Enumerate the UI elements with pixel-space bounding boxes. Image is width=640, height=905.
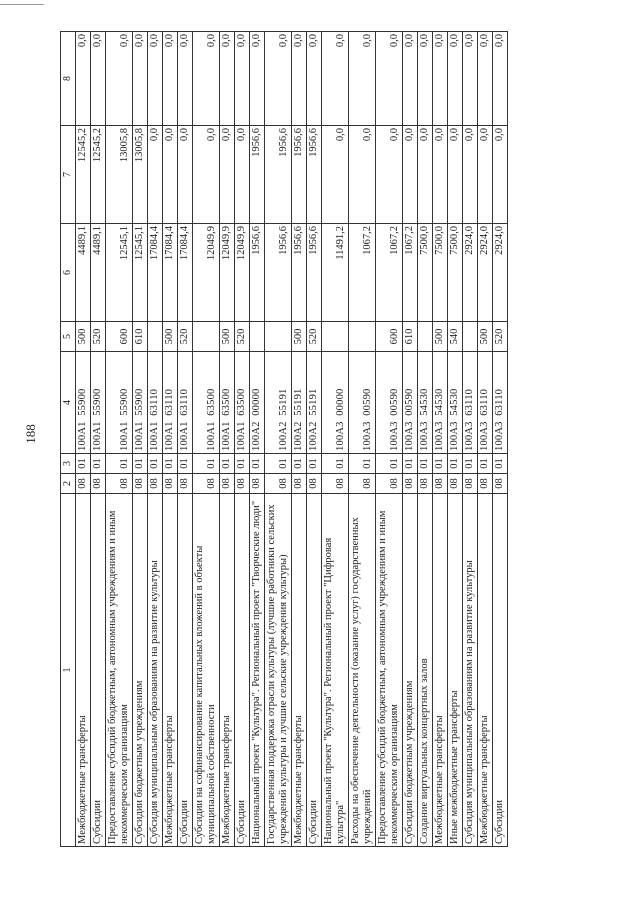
header-cell: 5 [61, 322, 76, 352]
target-article-cell: 100A1 63500 [193, 352, 220, 454]
amount-col8-cell: 0,0 [307, 32, 322, 126]
header-cell: 4 [61, 352, 76, 454]
section-code-cell: 08 [163, 474, 178, 494]
amount-col7-cell: 0,0 [220, 126, 235, 224]
section-code-cell: 08 [106, 474, 133, 494]
row-name-cell: Межбюджетные трансферты [292, 494, 307, 847]
amount-col7-cell: 1956,6 [250, 126, 265, 224]
amount-col6-cell: 1956,6 [292, 224, 307, 322]
amount-col6-cell: 1956,6 [250, 224, 265, 322]
subsection-code-cell: 01 [292, 454, 307, 474]
expense-type-cell: 600 [106, 322, 133, 352]
table-body [76, 32, 508, 847]
page-number: 188 [23, 424, 38, 444]
section-code-cell: 08 [403, 474, 418, 494]
header-cell: 3 [61, 454, 76, 474]
expense-type-cell: 610 [133, 322, 148, 352]
amount-col8-cell: 0,0 [463, 32, 478, 126]
amount-col6-cell: 1956,6 [307, 224, 322, 322]
amount-col8-cell: 0,0 [193, 32, 220, 126]
table-row [265, 32, 292, 847]
amount-col7-cell: 12545,2 [91, 126, 106, 224]
amount-col8-cell: 0,0 [178, 32, 193, 126]
row-name-cell: Иные межбюджетные трансферты [448, 494, 463, 847]
section-code-cell: 08 [418, 474, 433, 494]
row-name-cell: Межбюджетные трансферты [163, 494, 178, 847]
amount-col7-cell: 0,0 [418, 126, 433, 224]
amount-col7-cell: 0,0 [235, 126, 250, 224]
target-article-cell: 100A2 55191 [292, 352, 307, 454]
section-code-cell: 08 [193, 474, 220, 494]
target-article-cell: 100A1 55900 [91, 352, 106, 454]
amount-col8-cell: 0,0 [322, 32, 349, 126]
amount-col8-cell: 0,0 [418, 32, 433, 126]
amount-col7-cell: 0,0 [493, 126, 508, 224]
amount-col6-cell: 17084,4 [178, 224, 193, 322]
subsection-code-cell: 01 [220, 454, 235, 474]
table-row [220, 32, 235, 847]
expense-type-cell [265, 322, 292, 352]
amount-col6-cell: 1067,2 [376, 224, 403, 322]
row-name-cell: Субсидия муниципальным образованиям на развитие культуры [463, 494, 478, 847]
table-row [91, 32, 106, 847]
subsection-code-cell: 01 [478, 454, 493, 474]
amount-col7-cell: 1956,6 [292, 126, 307, 224]
row-name-cell: Государственная поддержка отрасли культуры (лучшие работники сельских учреждений культуры и лучшие сельские учреждения культуры) [265, 494, 292, 847]
amount-col6-cell: 1067,2 [349, 224, 376, 322]
section-code-cell: 08 [178, 474, 193, 494]
amount-col7-cell: 0,0 [163, 126, 178, 224]
header-row [61, 32, 76, 847]
amount-col8-cell: 0,0 [478, 32, 493, 126]
expense-type-cell: 520 [307, 322, 322, 352]
section-code-cell: 08 [133, 474, 148, 494]
section-code-cell: 08 [76, 474, 91, 494]
section-code-cell: 08 [91, 474, 106, 494]
section-code-cell: 08 [220, 474, 235, 494]
expense-type-cell [148, 322, 163, 352]
amount-col8-cell: 0,0 [349, 32, 376, 126]
amount-col6-cell: 7500,0 [418, 224, 433, 322]
amount-col8-cell: 0,0 [148, 32, 163, 126]
target-article-cell: 100A1 55900 [133, 352, 148, 454]
row-name-cell: Межбюджетные трансферты [76, 494, 91, 847]
table-row [478, 32, 493, 847]
section-code-cell: 08 [463, 474, 478, 494]
amount-col7-cell: 1956,6 [307, 126, 322, 224]
target-article-cell: 100A1 63500 [235, 352, 250, 454]
subsection-code-cell: 01 [376, 454, 403, 474]
subsection-code-cell: 01 [349, 454, 376, 474]
expense-type-cell: 500 [478, 322, 493, 352]
subsection-code-cell: 01 [106, 454, 133, 474]
subsection-code-cell: 01 [91, 454, 106, 474]
row-name-cell: Создание виртуальных концертных залов [418, 494, 433, 847]
target-article-cell: 100A3 63110 [478, 352, 493, 454]
section-code-cell: 08 [376, 474, 403, 494]
subsection-code-cell: 01 [148, 454, 163, 474]
expense-type-cell [463, 322, 478, 352]
amount-col8-cell: 0,0 [76, 32, 91, 126]
expense-type-cell: 600 [376, 322, 403, 352]
row-name-cell: Субсидии бюджетным учреждениям [403, 494, 418, 847]
amount-col6-cell: 7500,0 [448, 224, 463, 322]
table-row [148, 32, 163, 847]
expense-type-cell: 520 [235, 322, 250, 352]
row-name-cell: Предоставление субсидий бюджетным, автономным учреждениям и иным некоммерческим организациям [106, 494, 133, 847]
table-row [322, 32, 349, 847]
subsection-code-cell: 01 [76, 454, 91, 474]
budget-table [60, 31, 508, 847]
subsection-code-cell: 01 [322, 454, 349, 474]
header-cell: 8 [61, 32, 76, 126]
section-code-cell: 08 [433, 474, 448, 494]
amount-col7-cell: 0,0 [322, 126, 349, 224]
amount-col6-cell: 2924,0 [493, 224, 508, 322]
table-row [133, 32, 148, 847]
row-name-cell: Субсидии [307, 494, 322, 847]
subsection-code-cell: 01 [265, 454, 292, 474]
expense-type-cell: 500 [163, 322, 178, 352]
table-row [448, 32, 463, 847]
subsection-code-cell: 01 [403, 454, 418, 474]
expense-type-cell [418, 322, 433, 352]
expense-type-cell [322, 322, 349, 352]
subsection-code-cell: 01 [493, 454, 508, 474]
target-article-cell: 100A1 55900 [76, 352, 91, 454]
amount-col6-cell: 2924,0 [478, 224, 493, 322]
subsection-code-cell: 01 [250, 454, 265, 474]
expense-type-cell [349, 322, 376, 352]
amount-col7-cell: 0,0 [349, 126, 376, 224]
section-code-cell: 08 [148, 474, 163, 494]
row-name-cell: Субсидии [91, 494, 106, 847]
amount-col6-cell: 12545,1 [106, 224, 133, 322]
amount-col6-cell: 12049,9 [193, 224, 220, 322]
row-name-cell: Межбюджетные трансферты [220, 494, 235, 847]
subsection-code-cell: 01 [133, 454, 148, 474]
target-article-cell: 100A3 54530 [418, 352, 433, 454]
amount-col8-cell: 0,0 [493, 32, 508, 126]
row-name-cell: Субсидия муниципальным образованиям на развитие культуры [148, 494, 163, 847]
subsection-code-cell: 01 [193, 454, 220, 474]
row-name-cell: Межбюджетные трансферты [478, 494, 493, 847]
target-article-cell: 100A3 63110 [493, 352, 508, 454]
amount-col8-cell: 0,0 [265, 32, 292, 126]
table-row [463, 32, 478, 847]
row-name-cell: Субсидии на софинансирование капитальных вложений в объекты муниципальной собственности [193, 494, 220, 847]
row-name-cell: Предоставление субсидий бюджетным, автономным учреждениям и иным некоммерческим организациям [376, 494, 403, 847]
row-name-cell: Субсидии [235, 494, 250, 847]
expense-type-cell: 540 [448, 322, 463, 352]
header-cell: 1 [61, 494, 76, 847]
expense-type-cell: 520 [178, 322, 193, 352]
target-article-cell: 100A2 55191 [307, 352, 322, 454]
expense-type-cell: 500 [220, 322, 235, 352]
amount-col6-cell: 12049,9 [220, 224, 235, 322]
section-code-cell: 08 [322, 474, 349, 494]
amount-col7-cell: 0,0 [433, 126, 448, 224]
header-cell: 2 [61, 474, 76, 494]
expense-type-cell [193, 322, 220, 352]
expense-type-cell: 500 [76, 322, 91, 352]
amount-col8-cell: 0,0 [448, 32, 463, 126]
amount-col6-cell: 11491,2 [322, 224, 349, 322]
amount-col7-cell: 0,0 [148, 126, 163, 224]
header-cell: 6 [61, 224, 76, 322]
section-code-cell: 08 [250, 474, 265, 494]
target-article-cell: 100A3 00000 [322, 352, 349, 454]
target-article-cell: 100A3 00590 [349, 352, 376, 454]
scan-edge-mark [0, 4, 44, 5]
expense-type-cell: 500 [292, 322, 307, 352]
row-name-cell: Национальный проект "Культура". Региональный проект "Цифровая культура" [322, 494, 349, 847]
subsection-code-cell: 01 [307, 454, 322, 474]
table-row [106, 32, 133, 847]
expense-type-cell: 500 [433, 322, 448, 352]
amount-col6-cell: 12545,1 [133, 224, 148, 322]
row-name-cell: Субсидии бюджетным учреждениям [133, 494, 148, 847]
table-row [178, 32, 193, 847]
table-row [250, 32, 265, 847]
target-article-cell: 100A1 55900 [106, 352, 133, 454]
amount-col6-cell: 17084,4 [148, 224, 163, 322]
target-article-cell: 100A1 63110 [178, 352, 193, 454]
expense-type-cell: 520 [493, 322, 508, 352]
table-row [76, 32, 91, 847]
amount-col8-cell: 0,0 [250, 32, 265, 126]
section-code-cell: 08 [448, 474, 463, 494]
target-article-cell: 100A2 55191 [265, 352, 292, 454]
target-article-cell: 100A3 54530 [433, 352, 448, 454]
amount-col8-cell: 0,0 [220, 32, 235, 126]
amount-col7-cell: 0,0 [463, 126, 478, 224]
amount-col7-cell: 0,0 [448, 126, 463, 224]
table-row [193, 32, 220, 847]
subsection-code-cell: 01 [433, 454, 448, 474]
subsection-code-cell: 01 [235, 454, 250, 474]
row-name-cell: Расходы на обеспечение деятельности (оказание услуг) государственных учреждений [349, 494, 376, 847]
amount-col8-cell: 0,0 [91, 32, 106, 126]
subsection-code-cell: 01 [163, 454, 178, 474]
amount-col8-cell: 0,0 [433, 32, 448, 126]
row-name-cell: Субсидии [178, 494, 193, 847]
amount-col8-cell: 0,0 [292, 32, 307, 126]
section-code-cell: 08 [235, 474, 250, 494]
section-code-cell: 08 [265, 474, 292, 494]
amount-col8-cell: 0,0 [133, 32, 148, 126]
table-row [403, 32, 418, 847]
amount-col6-cell: 17084,4 [163, 224, 178, 322]
amount-col6-cell: 1067,2 [403, 224, 418, 322]
amount-col7-cell: 0,0 [478, 126, 493, 224]
amount-col7-cell: 13005,8 [106, 126, 133, 224]
subsection-code-cell: 01 [178, 454, 193, 474]
table-row [433, 32, 448, 847]
header-cell: 7 [61, 126, 76, 224]
expense-type-cell: 610 [403, 322, 418, 352]
row-name-cell: Национальный проект "Культура". Региональный проект "Творческие люди" [250, 494, 265, 847]
amount-col8-cell: 0,0 [376, 32, 403, 126]
table-row [307, 32, 322, 847]
section-code-cell: 08 [307, 474, 322, 494]
section-code-cell: 08 [478, 474, 493, 494]
amount-col6-cell: 4489,1 [76, 224, 91, 322]
amount-col7-cell: 12545,2 [76, 126, 91, 224]
amount-col8-cell: 0,0 [163, 32, 178, 126]
amount-col7-cell: 0,0 [178, 126, 193, 224]
amount-col6-cell: 1956,6 [265, 224, 292, 322]
target-article-cell: 100A1 63110 [163, 352, 178, 454]
amount-col8-cell: 0,0 [235, 32, 250, 126]
amount-col8-cell: 0,0 [106, 32, 133, 126]
section-code-cell: 08 [349, 474, 376, 494]
section-code-cell: 08 [292, 474, 307, 494]
table-row [235, 32, 250, 847]
table-row [493, 32, 508, 847]
amount-col6-cell: 2924,0 [463, 224, 478, 322]
rotated-table-wrapper [60, 32, 597, 847]
amount-col6-cell: 7500,0 [433, 224, 448, 322]
table-row [292, 32, 307, 847]
subsection-code-cell: 01 [418, 454, 433, 474]
subsection-code-cell: 01 [463, 454, 478, 474]
table-row [349, 32, 376, 847]
target-article-cell: 100A3 00590 [376, 352, 403, 454]
target-article-cell: 100A1 63500 [220, 352, 235, 454]
amount-col8-cell: 0,0 [403, 32, 418, 126]
target-article-cell: 100A3 54530 [448, 352, 463, 454]
amount-col7-cell: 1956,6 [265, 126, 292, 224]
section-code-cell: 08 [493, 474, 508, 494]
table-row [418, 32, 433, 847]
table-row [376, 32, 403, 847]
amount-col6-cell: 12049,9 [235, 224, 250, 322]
amount-col7-cell: 0,0 [403, 126, 418, 224]
amount-col7-cell: 0,0 [193, 126, 220, 224]
amount-col7-cell: 13005,8 [133, 126, 148, 224]
row-name-cell: Межбюджетные трансферты [433, 494, 448, 847]
table-row [163, 32, 178, 847]
expense-type-cell: 520 [91, 322, 106, 352]
amount-col6-cell: 4489,1 [91, 224, 106, 322]
amount-col7-cell: 0,0 [376, 126, 403, 224]
target-article-cell: 100A2 00000 [250, 352, 265, 454]
expense-type-cell [250, 322, 265, 352]
subsection-code-cell: 01 [448, 454, 463, 474]
target-article-cell: 100A3 00590 [403, 352, 418, 454]
row-name-cell: Субсидии [493, 494, 508, 847]
target-article-cell: 100A3 63110 [463, 352, 478, 454]
target-article-cell: 100A1 63110 [148, 352, 163, 454]
